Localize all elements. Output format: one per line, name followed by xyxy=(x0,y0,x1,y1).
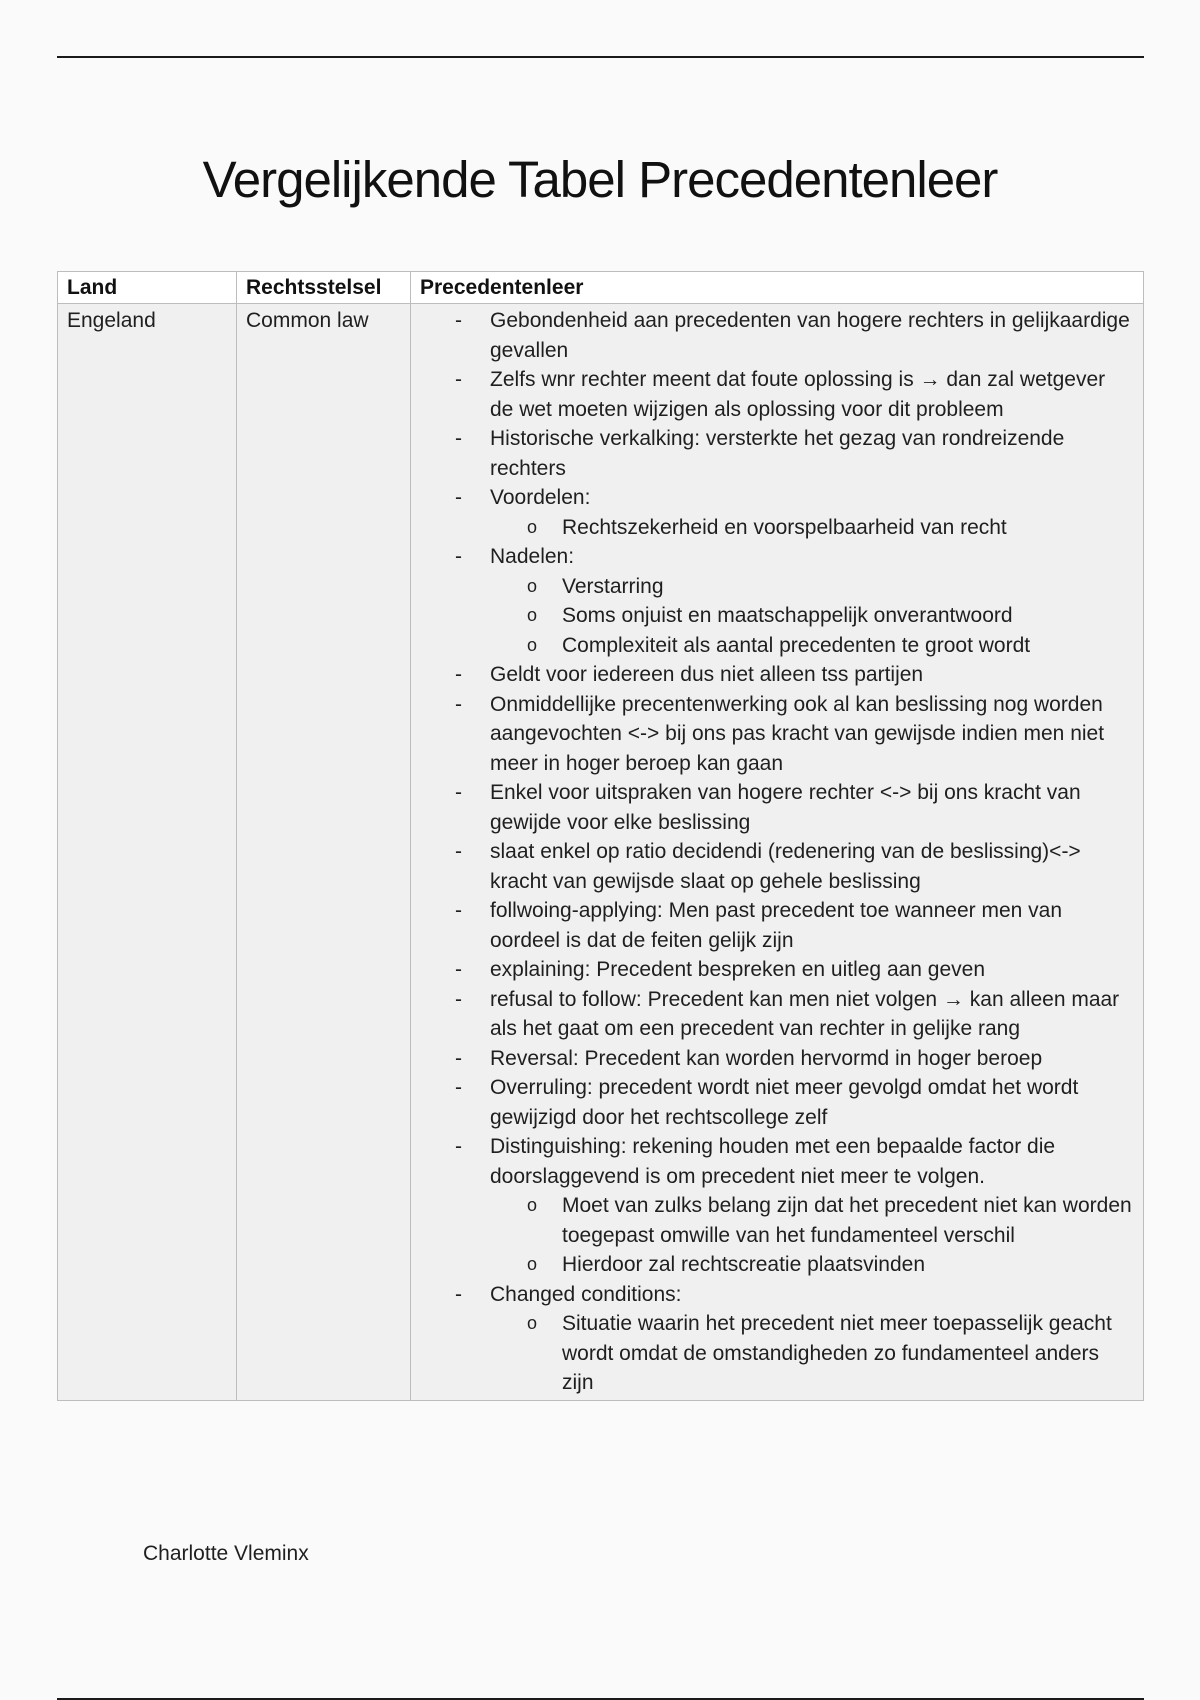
list-item-text: Geldt voor iedereen dus niet alleen tss partijen xyxy=(490,663,924,686)
circle-bullet: o xyxy=(527,605,538,625)
circle-bullet: o xyxy=(527,1254,538,1274)
sub-list-item xyxy=(527,1191,1134,1250)
list-item xyxy=(455,955,1134,985)
list-item xyxy=(455,985,1134,1044)
dash-bullet: - xyxy=(455,368,462,391)
author-name: Charlotte Vleminx xyxy=(143,1542,309,1565)
top-rule xyxy=(57,56,1144,58)
sub-list xyxy=(490,572,1134,661)
dash-bullet: - xyxy=(455,427,462,450)
sub-list-item xyxy=(527,572,1134,602)
list-item xyxy=(455,1132,1134,1280)
list-item-text: Distinguishing: rekening houden met een bepaalde factor die doorslaggevend is om precedent niet meer te volgen. xyxy=(490,1135,1056,1188)
circle-bullet: o xyxy=(527,634,538,655)
sub-list-item-text: Verstarring xyxy=(562,574,664,598)
dash-bullet: - xyxy=(455,958,462,981)
sub-list-item xyxy=(527,601,1134,631)
page-title: Vergelijkende Tabel Precedentenleer xyxy=(202,151,998,208)
dash-bullet: - xyxy=(455,663,462,686)
cell-rechtsstelsel: Common law xyxy=(237,304,411,1401)
dash-bullet: - xyxy=(455,1282,462,1306)
sub-list-item-text: Situatie waarin het precedent niet meer toepasselijk geacht wordt omdat de omstandigheden zo fundamenteel anders zijn xyxy=(562,1312,1112,1394)
list-item xyxy=(455,778,1134,837)
list-item-text: Gebondenheid aan precedenten van hogere rechters in gelijkaardige gevallen xyxy=(490,309,1130,362)
dash-bullet: - xyxy=(455,987,462,1011)
circle-bullet: o xyxy=(527,1195,538,1215)
table-header-row xyxy=(58,272,1144,304)
list-item-text: Changed conditions: xyxy=(490,1282,682,1306)
list-item-text: Onmiddellijke precentenwerking ook al kan beslissing nog worden aangevochten <-> bij ons pas kracht van gewijsde indien men niet meer in hoger beroep kan gaan xyxy=(490,692,1105,775)
list-item xyxy=(455,365,1134,424)
sub-list-item xyxy=(527,1250,1134,1280)
list-item xyxy=(455,690,1134,779)
sub-list xyxy=(490,1191,1134,1280)
list-item xyxy=(455,542,1134,660)
sub-list xyxy=(490,1309,1134,1398)
header-land: Land xyxy=(58,272,237,304)
sub-list-item-text: Complexiteit als aantal precedenten te groot wordt xyxy=(562,633,1031,657)
cell-precedentenleer xyxy=(411,304,1144,1401)
list-item-text: Reversal: Precedent kan worden hervormd in hoger beroep xyxy=(490,1046,1043,1070)
list-item-text: refusal to follow: Precedent kan men niet volgen → kan alleen maar als het gaat om een precedent van rechter in gelijke rang xyxy=(490,987,1120,1040)
list-item-text: Historische verkalking: versterkte het gezag van rondreizende rechters xyxy=(490,427,1065,480)
precedent-list xyxy=(420,306,1134,1398)
sub-list-item-text: Soms onjuist en maatschappelijk onverantwoord xyxy=(562,604,1013,627)
list-item-text: Overruling: precedent wordt niet meer gevolgd omdat het wordt gewijzigd door het rechtscollege zelf xyxy=(490,1076,1079,1129)
sub-list-item xyxy=(527,1309,1134,1398)
list-item xyxy=(455,1044,1134,1074)
dash-bullet: - xyxy=(455,545,462,568)
list-item xyxy=(455,660,1134,690)
comparison-table xyxy=(57,271,1144,1401)
list-item-text: follwoing-applying: Men past precedent toe wanneer men van oordeel is dat de feiten gelijk zijn xyxy=(490,899,1063,952)
sub-list-item-text: Rechtszekerheid en voorspelbaarheid van recht xyxy=(562,515,1007,539)
sub-list-item-text: Hierdoor zal rechtscreatie plaatsvinden xyxy=(562,1253,926,1276)
dash-bullet: - xyxy=(455,899,462,922)
list-item xyxy=(455,1073,1134,1132)
list-item xyxy=(455,483,1134,542)
dash-bullet: - xyxy=(455,1076,462,1099)
list-item-text: Nadelen: xyxy=(490,545,575,568)
dash-bullet: - xyxy=(455,840,462,863)
list-item-text: Voordelen: xyxy=(490,486,591,509)
sub-list xyxy=(490,513,1134,543)
sub-list-item xyxy=(527,631,1134,661)
dash-bullet: - xyxy=(455,309,462,332)
dash-bullet: - xyxy=(455,1046,462,1070)
list-item-text: explaining: Precedent bespreken en uitleg aan geven xyxy=(490,958,986,981)
sub-list-item-text: Moet van zulks belang zijn dat het precedent niet kan worden toegepast omwille van het fundamenteel verschil xyxy=(562,1194,1132,1247)
dash-bullet: - xyxy=(455,486,462,509)
header-precedentenleer: Precedentenleer xyxy=(411,272,1144,304)
dash-bullet: - xyxy=(455,781,462,804)
circle-bullet: o xyxy=(527,575,538,596)
header-rechtsstelsel: Rechtsstelsel xyxy=(237,272,411,304)
list-item-text: slaat enkel op ratio decidendi (redenering van de beslissing)<-> kracht van gewijsde slaat op gehele beslissing xyxy=(490,840,1081,893)
dash-bullet: - xyxy=(455,1135,462,1158)
table-row xyxy=(58,304,1144,1401)
list-item xyxy=(455,837,1134,896)
dash-bullet: - xyxy=(455,692,462,716)
list-item xyxy=(455,1280,1134,1398)
circle-bullet: o xyxy=(527,516,538,537)
list-item xyxy=(455,896,1134,955)
cell-land: Engeland xyxy=(58,304,237,1401)
list-item xyxy=(455,306,1134,365)
list-item-text: Zelfs wnr rechter meent dat foute oplossing is → dan zal wetgever de wet moeten wijzigen als oplossing voor dit probleem xyxy=(490,368,1106,421)
sub-list-item xyxy=(527,513,1134,543)
list-item-text: Enkel voor uitspraken van hogere rechter <-> bij ons kracht van gewijde voor elke beslissing xyxy=(490,781,1081,834)
circle-bullet: o xyxy=(527,1313,538,1333)
list-item xyxy=(455,424,1134,483)
